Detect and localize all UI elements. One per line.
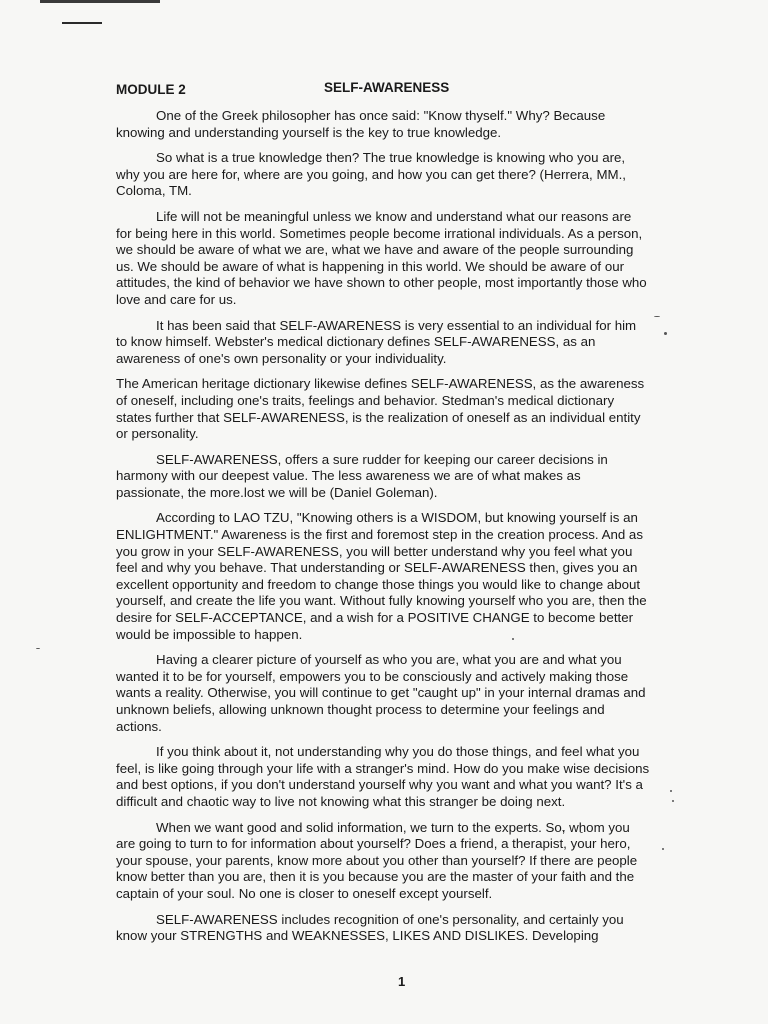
paragraph: When we want good and solid information, we turn to the experts. So, whom you are going to turn to for information about yourself? Does a friend, a therapist, your hero, your spouse, your parents, know more about you other than yourself? If there are people know better than you are, then it is you because you are the master of your faith and the captain of your soul. No one is closer to oneself except yourself. (116, 819, 638, 901)
paragraph: Having a clearer picture of yourself as who you are, what you are and what you wanted it to be for yourself, empowers you to be consciously and actively making those wants a reality. Otherwise, you will continue to get "caught up" in your internal dramas and unknown beliefs, allowing unknown thought process to determine your feelings and actions. (116, 652, 646, 734)
paragraph: According to LAO TZU, "Knowing others is a WISDOM, but knowing yourself is an ENLIGHTMENT." Awareness is the first and foremost step in the creation process. And as you grow in your SELF-AWARENESS, you will better understand why you feel what you feel and why you behave. That understanding or SELF-AWARENESS then, gives you an excellent opportunity and freedom to change those things you would like to change about yourself, and create the life you want. Without fully knowing yourself who you are, then the desire for SELF-ACCEPTANCE, and a wish for a POSITIVE CHANGE to become better would be impossible to happen. (116, 510, 647, 642)
paragraph: One of the Greek philosopher has once said: "Know thyself." Why? Because knowing and understanding yourself is the key to true knowledge. (116, 108, 606, 140)
paragraph: If you think about it, not understanding why you do those things, and feel what you feel, is like going through your life with a stranger's mind. How do you make wise decisions and best options, if you don't understand yourself why you want and what you want? It's a difficult and chaotic way to live not knowing what this stranger be doing next. (116, 744, 650, 809)
paragraph: SELF-AWARENESS, offers a sure rudder for keeping our career decisions in harmony with our deepest value. The less awareness we are of what makes as passionate, the more.lost we will be (Daniel Goleman). (116, 451, 608, 500)
scan-speck (670, 790, 672, 792)
paragraph: The American heritage dictionary likewise defines SELF-AWARENESS, as the awareness of oneself, including one's traits, feelings and behavior. Stedman's medical dictionary states further that SELF-AWARENESS, is the realization of oneself as an individual entity or personality. (116, 376, 645, 442)
scan-speck (664, 332, 667, 335)
paragraph: SELF-AWARENESS includes recognition of one's personality, and certainly you know your STRENGTHS and WEAKNESSES, LIKES AND DISLIKES. Developing (116, 911, 624, 944)
paragraph: Life will not be meaningful unless we know and understand what our reasons are for being here in this world. Sometimes people become irrational individuals. As a person, we should be aware of what we are, what we have and aware of the people surrounding us. We should be aware of what is happening in this world. We should be aware of our attitudes, the kind of behavior we have shown to other people, most importantly those who love and care for us. (116, 208, 647, 307)
module-label: MODULE 2 (116, 82, 186, 97)
scan-speck (36, 648, 40, 649)
scan-speck (662, 848, 664, 850)
scan-edge-mark (40, 0, 160, 3)
paragraph: It has been said that SELF-AWARENESS is very essential to an individual for him to know himself. Webster's medical dictionary defines SELF-AWARENESS, as an awareness of one's own personality or your individuality. (116, 317, 637, 366)
pen-dash-mark (62, 22, 102, 24)
scan-speck (654, 316, 660, 317)
scan-speck (672, 800, 674, 802)
document-body (116, 80, 650, 954)
module-heading (116, 80, 650, 100)
page-number: 1 (398, 974, 406, 989)
module-title: SELF-AWARENESS (324, 80, 450, 95)
paragraph: So what is a true knowledge then? The true knowledge is knowing who you are, why you are here for, where are you going, and how you can get there? (Herrera, MM., Coloma, TM. (116, 150, 626, 199)
